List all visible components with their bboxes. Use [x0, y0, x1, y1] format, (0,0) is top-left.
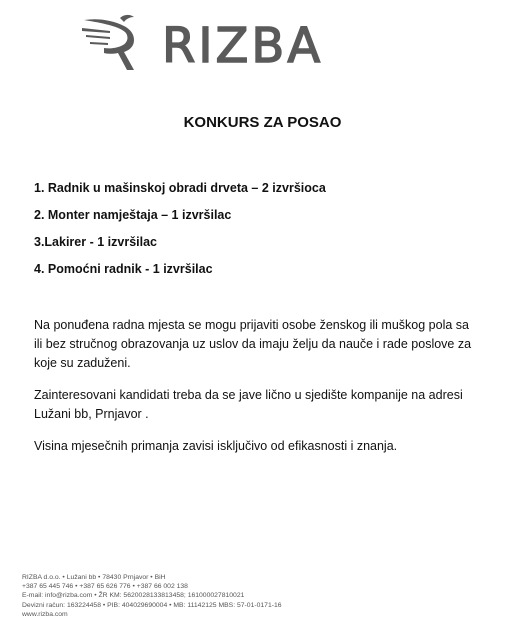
list-item: 3.Lakirer - 1 izvršilac [34, 235, 157, 249]
list-item: 4. Pomoćni radnik - 1 izvršilac [34, 262, 213, 276]
application-paragraph: Zainteresovani kandidati treba da se jave lično u sjedište kompanije na adresi Lužani bb, Prnjavor . [34, 388, 463, 421]
footer-email-line: E-mail: info@rizba.com • ŽR KM: 5620028133813458; 1610000278100​21 [22, 592, 245, 600]
bird-feather-logo-icon [80, 14, 138, 72]
eligibility-paragraph: Na ponuđena radna mjesta se mogu prijaviti osobe ženskog ili muškog pola sa ili bez stručnog obrazovanja uz uslov da imaju želju da nauče i rade poslove za koje su zaduženi. [34, 318, 472, 370]
footer-phone-line: +387 65 445 746 • +387 65 626 776 • +387 66 002 138 [22, 583, 188, 591]
list-item: 2. Monter namještaja – 1 izvršilac [34, 208, 232, 222]
footer-website-line: www.rizba.com [22, 610, 68, 618]
brand-logo [80, 14, 400, 72]
company-footer [22, 573, 322, 619]
salary-paragraph: Visina mjesečnih primanja zavisi isključivo od efikasnosti i znanja. [34, 439, 398, 453]
job-positions-list [34, 180, 326, 288]
list-item: 1. Radnik u mašinskoj obradi drveta – 2 izvršioca [34, 181, 326, 195]
page-title: KONKURS ZA POSAO [183, 114, 342, 131]
brand-wordmark: RIZBA [162, 18, 324, 74]
body-text [34, 316, 474, 469]
footer-address-line: RIZBA d.o.o. • Lužani bb • 78430 Prnjavor • BiH [22, 574, 166, 581]
footer-account-line: Devizni račun: 163224458 • PIB: 404029690004 • MB: 11142125 MBS: 57-01-0171-16 [22, 601, 282, 609]
